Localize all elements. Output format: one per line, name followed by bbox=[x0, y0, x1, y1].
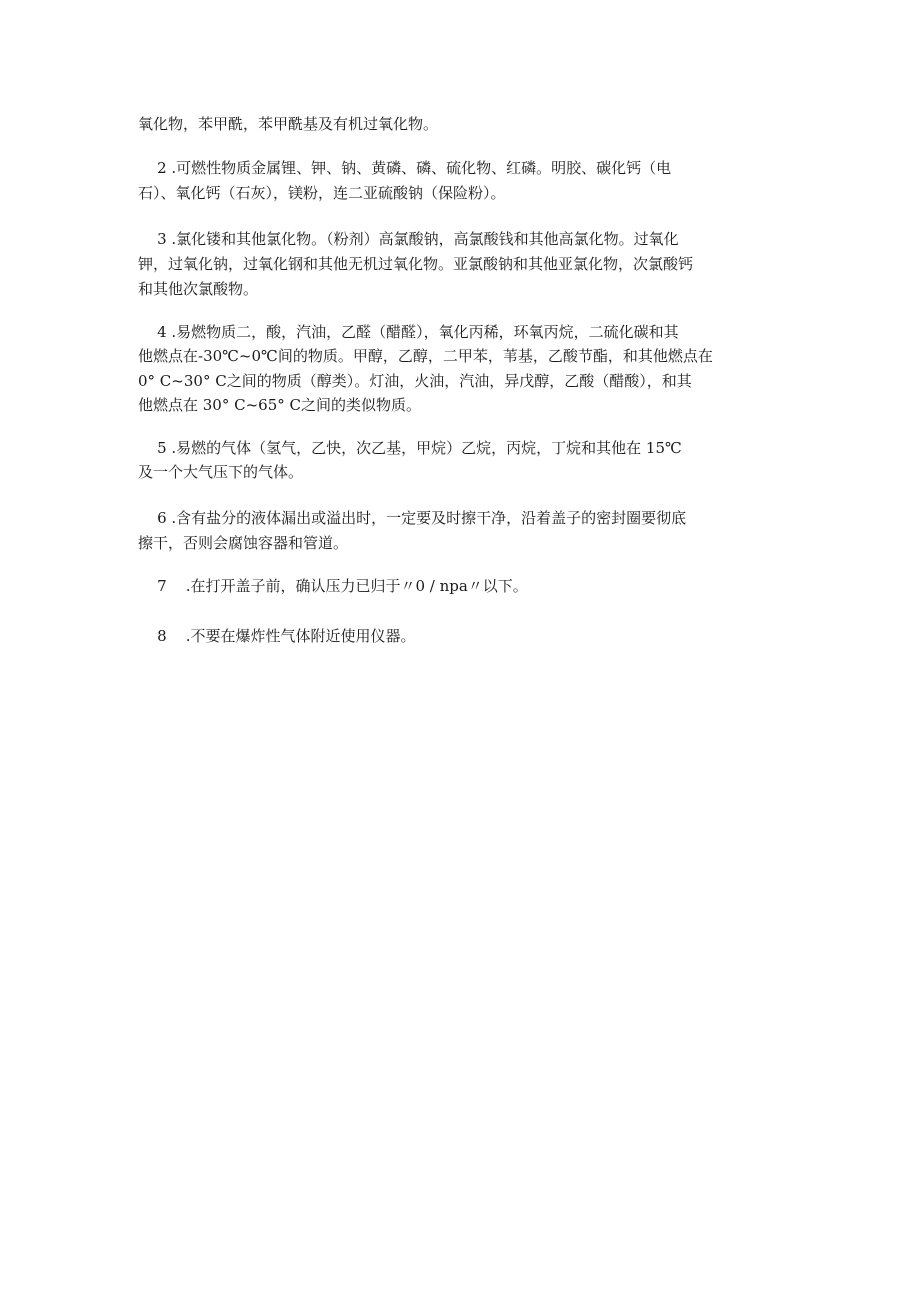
item-4-line-2: 他燃点在-30℃~0℃间的物质。甲醇，乙醇，二甲苯，苇基，乙酸节酯，和其他燃点在 bbox=[138, 347, 713, 365]
item-5-line-1: 5 .易燃的气体（氢气，乙快，次乙基，甲烷）乙烷，丙烷，丁烷和其他在 15℃ bbox=[138, 439, 682, 457]
item-8-line-1: 8 .不要在爆炸性气体附近使用仪器。 bbox=[138, 627, 416, 645]
item-3-line-3: 和其他次氯酸物。 bbox=[138, 280, 259, 298]
item-5-line-2: 及一个大气压下的气体。 bbox=[138, 463, 304, 481]
item-6-line-2: 擦干，否则会腐蚀容器和管道。 bbox=[138, 534, 349, 552]
text-line-1: 氧化物，苯甲酰，苯甲酰基及有机过氧化物。 bbox=[138, 115, 439, 133]
item-6-line-1: 6 .含有盐分的液体漏出或溢出时，一定要及时擦干净，沿着盖子的密封圈要彻底 bbox=[138, 509, 687, 527]
item-7-line-1: 7 .在打开盖子前，确认压力已归于〃0 / npa〃以下。 bbox=[138, 577, 528, 595]
item-3-line-2: 钾，过氧化钠，过氧化钢和其他无机过氧化物。亚氯酸钠和其他亚氯化物，次氯酸钙 bbox=[138, 255, 694, 273]
item-4-line-3: 0° C~30° C之间的物质（醇类）。灯油，火油，汽油，异戊醇，乙酸（醋酸），和其 bbox=[138, 372, 692, 390]
item-2-line-2: 石）、氧化钙（石灰），镁粉，连二亚硫酸钠（保险粉）。 bbox=[138, 184, 506, 202]
item-4-line-1: 4 .易燃物质二，酸，汽油，乙醛（醋醛），氧化丙稀，环氧丙烷，二硫化碳和其 bbox=[138, 323, 679, 341]
item-3-line-1: 3 .氯化镂和其他氯化物。（粉剂）高氯酸钠，高氯酸钱和其他高氯化物。过氧化 bbox=[138, 230, 679, 248]
item-4-line-4: 他燃点在 30° C~65° C之间的类似物质。 bbox=[138, 396, 422, 414]
item-2-line-1: 2 .可燃性物质金属锂、钾、钠、黄磷、磷、硫化物、红磷。明胶、碳化钙（电 bbox=[138, 159, 672, 177]
